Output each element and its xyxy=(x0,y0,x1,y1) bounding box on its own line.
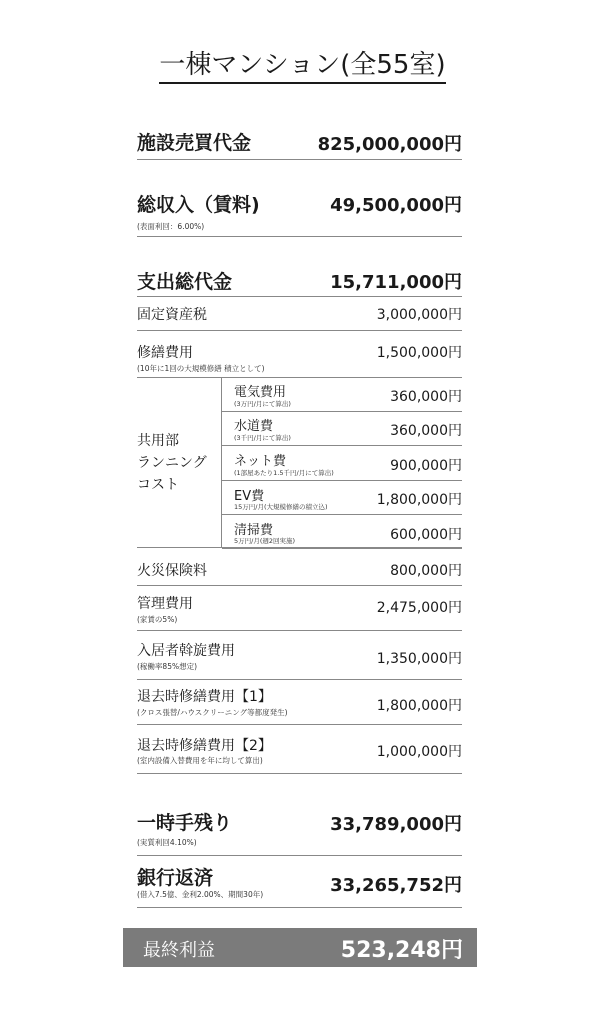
moveout1-sub: (クロス張替/ハウスクリーニング等都度発生) xyxy=(137,708,288,717)
income-sub: (表面利回：6.00%) xyxy=(137,222,205,231)
loan-row xyxy=(137,861,462,908)
income-value: 49,500,000円 xyxy=(330,195,462,216)
repair-value: 1,500,000円 xyxy=(376,345,462,361)
expense-total-row xyxy=(137,260,462,297)
cash-value: 33,789,000円 xyxy=(330,814,462,835)
profit-label: 最終利益 xyxy=(143,940,215,961)
moveout1-label: 退去時修繕費用【1】 xyxy=(137,689,272,705)
common-item-elevator xyxy=(222,480,462,515)
cash-label: 一時手残り xyxy=(137,812,233,834)
common-item-label: EV費 xyxy=(234,489,265,504)
page-title: 一棟マンション(全55室) xyxy=(0,44,605,81)
loan-label: 銀行返済 xyxy=(137,867,214,889)
tax-value: 3,000,000円 xyxy=(376,307,462,323)
common-item-internet xyxy=(222,445,462,481)
common-item-sub: 5万円/月(週2回実施) xyxy=(234,537,296,545)
common-item-label: 清掃費 xyxy=(234,523,274,538)
common-item-value: 1,800,000円 xyxy=(376,492,462,508)
common-item-sub: 15万円/月(大規模修繕の積立込) xyxy=(234,503,328,511)
common-item-sub: (3万円/月にて算出) xyxy=(234,400,291,408)
moveout2-sub: (室内設備入替費用を年に均して算出) xyxy=(137,756,263,765)
income-row xyxy=(137,183,462,237)
management-sub: (家賃の5%) xyxy=(137,615,178,624)
repair-row xyxy=(137,330,462,378)
cash-sub: (実質利回4.10%) xyxy=(137,838,197,847)
common-item-value: 600,000円 xyxy=(390,527,462,543)
common-label xyxy=(137,430,207,496)
loan-value: 33,265,752円 xyxy=(330,875,462,896)
common-item-value: 360,000円 xyxy=(390,423,462,439)
repair-sub: (10年に1回の大規模修繕 積立として) xyxy=(137,364,265,373)
price-row xyxy=(137,122,462,160)
loan-sub: (借入7.5億、金利2.00%、期間30年) xyxy=(137,890,264,899)
common-label-line: ランニング xyxy=(137,455,207,471)
management-value: 2,475,000円 xyxy=(376,600,462,616)
moveout2-value: 1,000,000円 xyxy=(376,744,462,760)
moveout2-row xyxy=(137,724,462,774)
common-item-value: 360,000円 xyxy=(390,389,462,405)
leasing-sub: (稼働率85%想定) xyxy=(137,662,198,671)
common-item-electricity xyxy=(222,377,462,412)
common-label-line: 共用部 xyxy=(137,433,179,449)
leasing-label: 入居者斡旋費用 xyxy=(137,643,235,659)
common-item-label: 電気費用 xyxy=(234,385,287,400)
fire-label: 火災保険料 xyxy=(137,563,207,579)
price-value: 825,000,000円 xyxy=(317,134,462,155)
expense-total-label: 支出総代金 xyxy=(137,271,233,293)
repair-label: 修繕費用 xyxy=(137,345,193,361)
common-item-water xyxy=(222,411,462,446)
common-item-cleaning xyxy=(222,514,462,549)
moveout2-label: 退去時修繕費用【2】 xyxy=(137,738,272,754)
common-label-line: コスト xyxy=(137,477,179,493)
expense-total-value: 15,711,000円 xyxy=(330,272,462,293)
tax-row xyxy=(137,296,462,331)
moveout1-value: 1,800,000円 xyxy=(376,698,462,714)
moveout1-row xyxy=(137,679,462,725)
leasing-value: 1,350,000円 xyxy=(376,651,462,667)
management-label: 管理費用 xyxy=(137,596,193,612)
common-item-label: ネット費 xyxy=(234,454,287,469)
cash-row xyxy=(137,800,462,856)
leasing-row xyxy=(137,630,462,680)
price-label: 施設売買代金 xyxy=(137,132,252,154)
fire-value: 800,000円 xyxy=(390,563,462,579)
common-item-label: 水道費 xyxy=(234,419,274,434)
fire-row xyxy=(137,548,462,586)
common-item-sub: (3千円/月にて算出) xyxy=(234,434,291,442)
income-label: 総収入（賃料) xyxy=(137,194,260,216)
tax-label: 固定資産税 xyxy=(137,307,207,323)
common-item-sub: (1部屋あたり1.5千円/月にて算出) xyxy=(234,469,334,477)
final-profit-box xyxy=(123,928,477,967)
profit-value: 523,248円 xyxy=(340,938,463,963)
common-item-value: 900,000円 xyxy=(390,458,462,474)
management-row xyxy=(137,585,462,631)
